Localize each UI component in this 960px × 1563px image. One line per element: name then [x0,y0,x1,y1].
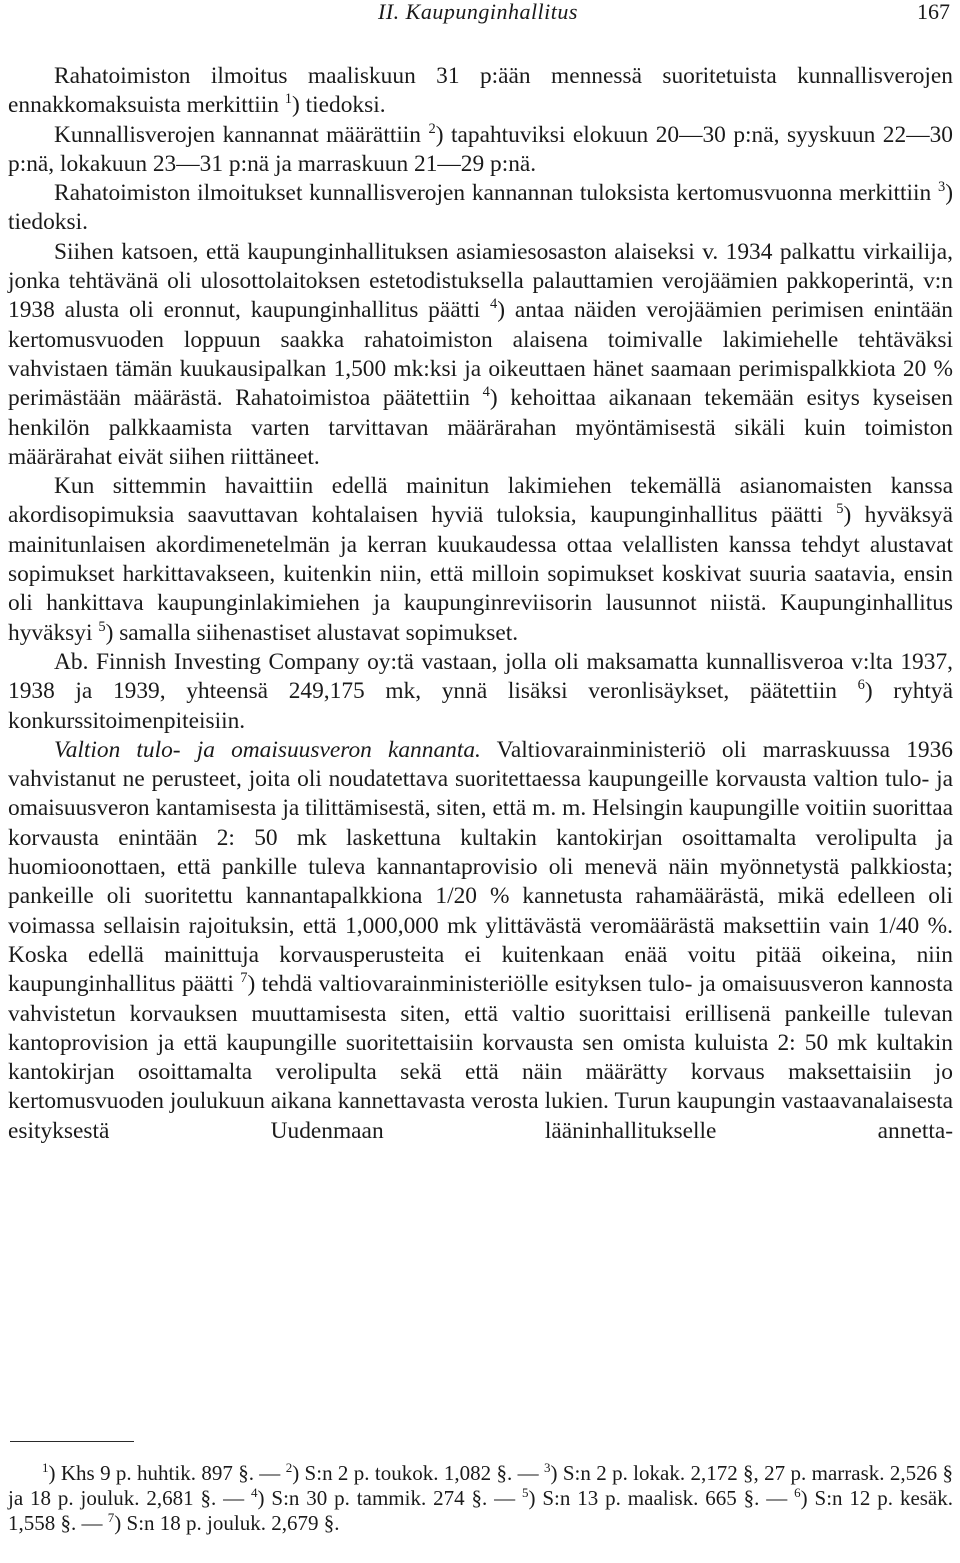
page-header [0,0,960,24]
page-number: 167 [917,0,950,24]
paragraph-text: ) samalla siihenastiset alustavat sopimukset. [105,619,519,646]
footnote-ref: 2 [428,120,436,137]
paragraph-text: Siihen katsoen, että kaupunginhallituksen asiamiesosaston alaiseksi v. 1934 palkattu virkailija, jonka tehtävänä oli ulosottolaitoksen estetodistuksella palauttamien verojäämien pakkoperintä, v:n 1938 alusta oli eronnut, kaupunginhallitus päätti [8,238,953,324]
footnote-divider [10,1441,134,1442]
footnote-ref: 7 [240,970,248,987]
footnote-text: ) S:n 18 p. jouluk. 2,679 §. [114,1511,340,1536]
footnote-number: 1 [42,1459,49,1475]
footnote-text: ) S:n 30 p. tammik. 274 §. — [257,1486,522,1511]
paragraph-text: Kunnallisverojen kannannat määrättiin [54,121,429,148]
paragraph-text: Rahatoimiston ilmoitus maaliskuun 31 p:ään mennessä suoritetuista kunnallisverojen ennakkomaksuista merkittiin [8,63,953,119]
footnotes [8,1461,953,1537]
paragraph-text: ) kehoittaa aikanaan tekemään esitys kyseisen henkilön palkkaamista varten tarvittavan määrärahan myöntämisestä sikäli kuin toimiston määrärahat eivät siihen riittäneet. [8,385,954,470]
paragraph-text: Kun sittemmin havaittiin edellä mainitun lakimiehen tekemällä asianomaisten kanssa akordisopimuksia saavuttavan kohtalaisen hyviä tuloksia, kaupunginhallitus päätti [8,473,953,529]
paragraph-bankruptcy [8,648,953,736]
section-heading: Valtion tulo- ja omaisuusveron kannanta. [54,736,481,763]
footnote-number: 4 [251,1485,258,1501]
footnote-ref: 5 [836,501,844,518]
paragraph-text: ) tiedoksi. [8,180,953,236]
paragraph-tax-arrears [8,238,953,472]
footnote-number: 2 [285,1459,293,1475]
footnote-number: 5 [521,1485,529,1501]
footnote-text: ) S:n 13 p. maalisk. 665 §. — [528,1486,795,1511]
paragraph-text: ) hyväksyä mainitunlaisen akordimenetelmän ja kerran kuukaudessa ottaa velallisten kanssa tehdyt alustavat sopimukset harkittavakseen, kuitenkin niin, että milloin sopimukset koskivat suuria saatavia, ensin oli hankittava kaupunginlakimiehen ja kaupunginreviisorin lausunnot niistä. Kaupunginhallitus hyväksyi [8,502,953,646]
footnote-number: 6 [794,1485,801,1501]
footnote-number: 7 [107,1510,115,1526]
paragraph-settlement-agreements [8,472,953,648]
footnote-ref: 6 [857,677,865,694]
running-title: II. Kaupunginhallitus [378,0,578,24]
footnote-ref: 4 [482,384,490,401]
footnote-text: ) S:n 12 p. kesäk. 1,558 §. — [8,1486,954,1536]
footnote-number: 3 [543,1459,551,1475]
footnote-text: ) S:n 2 p. lokak. 2,172 §, 27 p. marrask. 2,526 § ja 18 p. jouluk. 2,681 §. — [8,1461,954,1511]
footnote-list [8,1461,953,1537]
footnote-ref: 1 [284,91,292,108]
paragraph-text: ) ryhtyä konkurssitoimenpiteisiin. [8,678,954,734]
paragraph-text: ) tehdä valtiovarainministeriölle esityksen tulo- ja omaisuusveron kannosta vahvistetun korvauksen muuttamisesta siten, että valtio suorittaisi erillisenä pankeille tulevan kantoprovision ja että kaupungille suoritettaisiin korvausta sen omista kuluista 2: 50 mk kultakin kantokirjan osoittamalta verolipulta sekä että näin määrätty korvaus maksettaisiin jo kertomusvuoden joulukuun aikana kannettavasta verosta lukien. Turun kaupungin vastaavanalaisesta esityksestä Uudenmaan lääninhallitukselle annetta- [8,971,953,1144]
paragraph-text: Rahatoimiston ilmoitukset kunnallisverojen kannannan tuloksista kertomusvuonna merkittiin [54,180,938,207]
paragraph-advance-payments [8,62,953,121]
main-text [8,62,953,1146]
paragraph-text: ) tiedoksi. [292,92,386,119]
footnote-text: ) Khs 9 p. huhtik. 897 §. — [48,1461,286,1485]
footnote-ref: 5 [98,618,106,635]
paragraph-collection-dates [8,121,953,180]
paragraph-text: ) tapahtuviksi elokuun 20—30 p:nä, syyskuun 22—30 p:nä, lokakuun 23—31 p:nä ja marraskuun 21—29 p:nä. [8,121,953,177]
paragraph-text: Ab. Finnish Investing Company oy:tä vastaan, jolla oli maksamatta kunnallisveroa v:lta 1937, 1938 ja 1939, yhteensä 249,175 mk, ynnä lisäksi veronlisäykset, päätettiin [8,648,953,705]
paragraph-text: ) antaa näiden verojäämien perimisen enintään kertomusvuoden loppuun saakka rahatoimiston alaisena toimivalle lakimiehelle tehtäväksi vahvistaen tämän kuukausipalkan 1,500 mk:ksi ja oikeuttaen hänet saamaan perimispalkkiota 20 % perimästään määrästä. Rahatoimistoa päätettiin [8,297,953,412]
paragraph-text: Valtiovarainministeriö oli marraskuussa 1936 vahvistanut ne perusteet, joita oli noudatettava suoritettaessa kaupungeille korvausta valtion tulo- ja omaisuusveron kantamisesta ja tilittämisestä, siten, että m. m. Helsingin kaupungille voitiin suorittaa korvausta enintään 2: 50 mk laskettuna kultakin kantokirjan osoittamalta verolipulta ja huomioonottaen, että pankille tuleva kannantaprovisio oli menevä näin myönnetystä palkkiosta; pankeille oli suoritettu kannantapalkkiona 1/20 % kannetusta rahamäärästä, mikä edelleen oli voimassa sellaisin rajoituksin, että 1,000,000 mk ylittävästä veromäärästä maksettiin vain 1/40 %. Koska edellä mainittuja korvausperusteita ei kuitenkaan enää voitu pitää oikeina, niin kaupunginhallitus päätti [8,736,953,998]
paragraph-collection-results [8,179,953,238]
footnote-ref: 3 [937,179,946,196]
footnote-text: ) S:n 2 p. toukok. 1,082 §. — [292,1461,544,1485]
footnote-ref: 4 [489,296,498,313]
paragraph-state-tax-collection [8,736,953,1146]
